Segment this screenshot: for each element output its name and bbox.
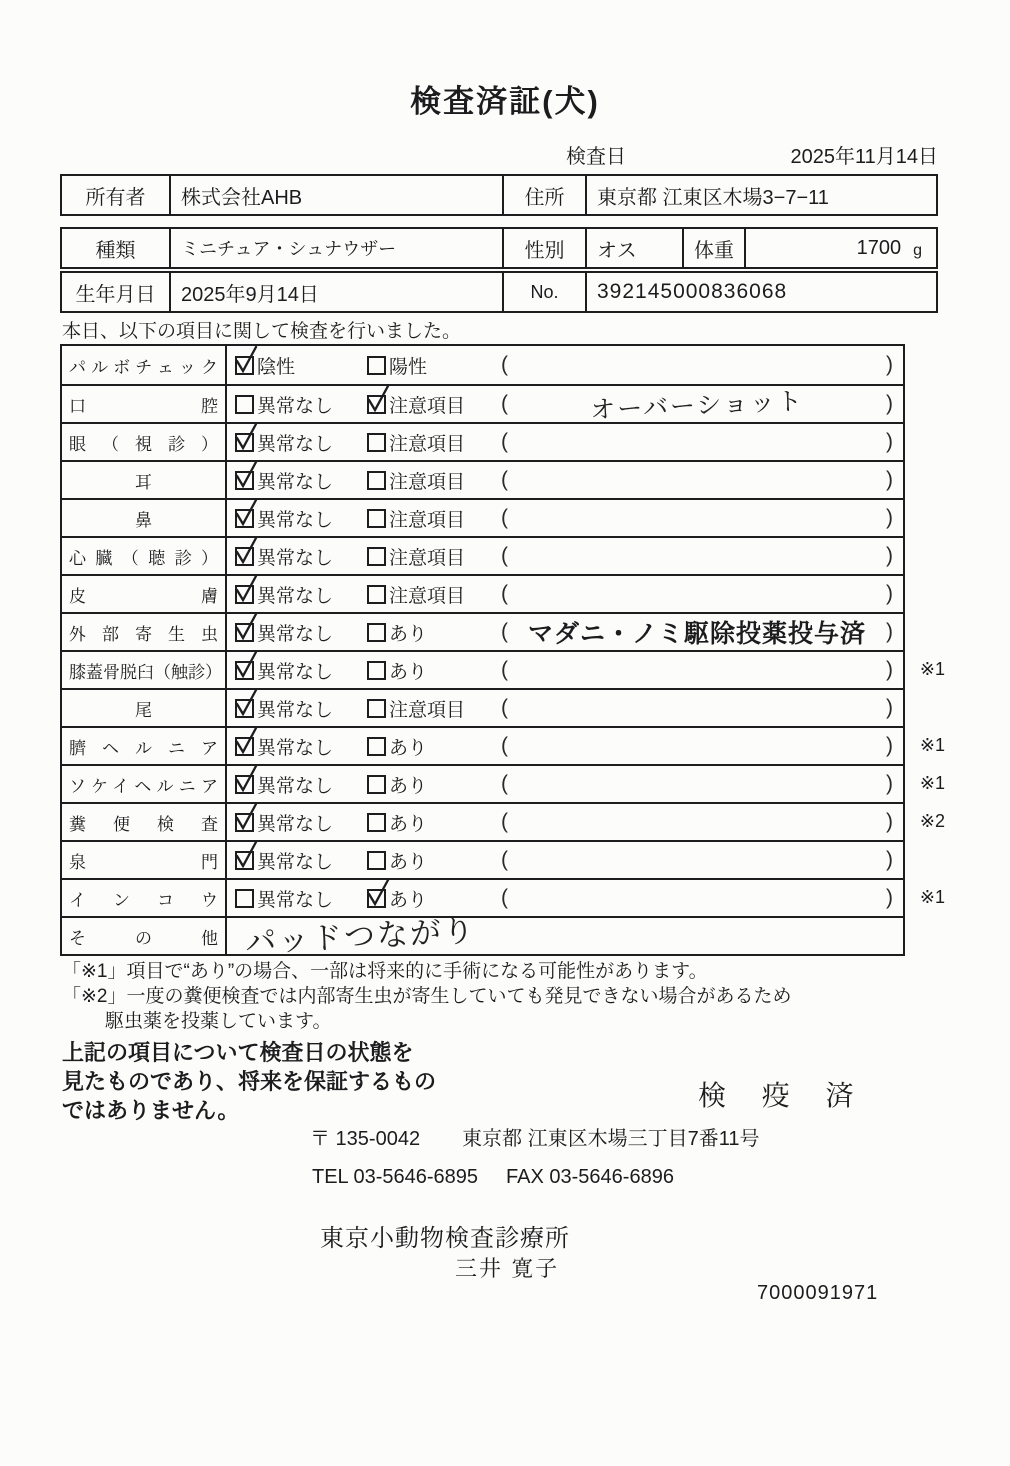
remarks-field	[501, 582, 893, 606]
checkbox	[367, 471, 386, 490]
weight-unit: g	[913, 242, 922, 259]
option-label: 異常なし	[257, 661, 334, 683]
paren-close: )	[886, 392, 893, 415]
check-mark-icon	[234, 612, 258, 642]
option-label: 注意項目	[389, 509, 466, 531]
address-value: 東京都 江東区木場3−7−11	[585, 176, 936, 214]
item-label: 泉門	[69, 852, 218, 872]
paren-close: )	[886, 734, 893, 757]
table-row	[62, 802, 945, 840]
item-label-cell	[62, 386, 227, 422]
disclaimer-line-2: 見たものであり、将来を保証するもの	[62, 1069, 437, 1094]
item-label: 鼻	[135, 510, 152, 530]
checkbox	[235, 813, 254, 832]
paren-close: )	[886, 772, 893, 795]
paren-close: )	[886, 430, 893, 453]
paren-close: )	[886, 886, 893, 909]
checkbox	[235, 851, 254, 870]
footnote-2-cont: 駆虫薬を投薬しています。	[105, 1011, 332, 1032]
remarks-field	[501, 848, 893, 872]
paren-close: )	[886, 620, 893, 643]
table-row	[62, 726, 945, 764]
item-label-cell	[62, 804, 227, 840]
checkbox	[235, 699, 254, 718]
option-label: あり	[389, 851, 428, 873]
owner-table	[60, 174, 938, 216]
footnote-marker: ※1	[919, 773, 945, 793]
option-label: 注意項目	[389, 699, 466, 721]
result-option-2	[367, 771, 501, 798]
remarks-field	[501, 353, 893, 377]
item-content-cell	[227, 500, 903, 536]
table-row	[62, 764, 945, 802]
checkbox	[367, 547, 386, 566]
item-label-cell	[62, 918, 227, 954]
paren-close: )	[886, 810, 893, 833]
item-label-cell	[62, 614, 227, 650]
checkbox	[235, 585, 254, 604]
remarks-field	[501, 772, 893, 796]
footnote-2: 「※2」一度の糞便検査では内部寄生虫が寄生していても発見できない場合があるため	[62, 986, 792, 1007]
checkbox	[367, 585, 386, 604]
item-content-cell	[227, 576, 903, 612]
option-label: 異常なし	[257, 623, 334, 645]
check-mark-icon	[234, 726, 258, 756]
item-content-cell	[227, 652, 903, 688]
item-label-cell	[62, 728, 227, 764]
item-label-cell	[62, 462, 227, 498]
no-value: 392145000836068	[585, 273, 936, 311]
veterinarian-name: 三井 寛子	[455, 1256, 560, 1281]
check-mark-icon	[234, 422, 258, 452]
item-label-cell	[62, 500, 227, 536]
paren-open: (	[501, 886, 508, 909]
item-content-cell	[227, 690, 903, 726]
item-label: 膝蓋骨脱臼（触診）	[69, 662, 222, 682]
item-content-cell	[227, 766, 903, 802]
remarks-field	[501, 696, 893, 720]
clinic-tel: TEL 03-5646-6895	[312, 1166, 479, 1188]
result-option-1	[235, 619, 367, 646]
option-label: 異常なし	[257, 737, 334, 759]
checkbox	[235, 356, 254, 375]
option-label: 異常なし	[257, 509, 334, 531]
remarks-field	[501, 506, 893, 530]
table-row	[62, 612, 903, 650]
item-label: 尾	[135, 700, 152, 720]
check-mark-icon	[234, 802, 258, 832]
checkbox	[235, 547, 254, 566]
clinic-fax: FAX 03-5646-6896	[506, 1166, 674, 1188]
remarks-field	[501, 810, 893, 834]
option-label: 注意項目	[389, 547, 466, 569]
clinic-name: 東京小動物検査診療所	[320, 1225, 570, 1252]
paren-open: (	[501, 353, 508, 376]
item-label: 心臓（聴診）	[69, 548, 218, 568]
item-label: 外部寄生虫	[69, 624, 218, 644]
remarks-field	[501, 614, 893, 650]
footnote-marker: ※1	[919, 887, 945, 907]
clinic-postal-code: 〒 135-0042	[310, 1128, 421, 1150]
result-option-2	[367, 352, 501, 379]
check-mark-icon	[234, 764, 258, 794]
item-label: インコウ	[69, 890, 218, 910]
result-option-2	[367, 733, 501, 760]
paren-open: (	[501, 620, 508, 643]
paren-open: (	[501, 468, 508, 491]
clinic-address-line	[310, 1122, 760, 1151]
checkbox	[367, 737, 386, 756]
birthdate-table	[60, 271, 938, 313]
clinic-address: 東京都 江東区木場三丁目7番11号	[462, 1128, 760, 1150]
checkbox	[235, 433, 254, 452]
checkbox	[235, 737, 254, 756]
item-label-cell	[62, 346, 227, 384]
table-row	[62, 650, 945, 688]
check-mark-icon	[234, 574, 258, 604]
paren-close: )	[886, 696, 893, 719]
paren-close: )	[886, 658, 893, 681]
weight-label: 体重	[682, 229, 744, 267]
remarks-field	[501, 886, 893, 910]
paren-open: (	[501, 544, 508, 567]
result-option-2	[367, 543, 501, 570]
checkbox	[367, 889, 386, 908]
remarks-field	[501, 734, 893, 758]
item-label-cell	[62, 690, 227, 726]
result-option-2	[367, 505, 501, 532]
footnote-1: 「※1」項目で“あり”の場合、一部は将来的に手術になる可能性があります。	[62, 961, 708, 982]
checkbox	[235, 775, 254, 794]
item-content-cell	[227, 880, 903, 916]
check-mark-icon	[234, 650, 258, 680]
table-row	[62, 878, 945, 916]
item-content-cell	[227, 804, 903, 840]
item-content-cell	[227, 842, 903, 878]
result-option-2	[367, 619, 501, 646]
result-option-2	[367, 657, 501, 684]
sex-value: オス	[585, 229, 682, 267]
item-label-cell	[62, 880, 227, 916]
option-label: あり	[389, 623, 428, 645]
item-label-cell	[62, 424, 227, 460]
table-row	[62, 422, 903, 460]
remarks-field	[501, 386, 893, 425]
item-label-cell	[62, 652, 227, 688]
no-label: No.	[502, 273, 585, 311]
birthdate-label: 生年月日	[75, 283, 156, 306]
item-content-cell	[227, 728, 903, 764]
option-label: 注意項目	[389, 471, 466, 493]
checkbox	[235, 471, 254, 490]
paren-open: (	[501, 392, 508, 415]
option-label: 異常なし	[257, 813, 334, 835]
table-row	[62, 536, 903, 574]
check-mark-icon	[234, 345, 258, 375]
item-label: パルボチェック	[69, 357, 218, 377]
breed-value: ミニチュア・シュナウザー	[169, 229, 502, 267]
owner-label: 所有者	[85, 186, 146, 209]
paren-open: (	[501, 734, 508, 757]
option-label: あり	[389, 889, 428, 911]
item-label: 眼（視診）	[69, 434, 218, 454]
option-label: 陽性	[389, 356, 428, 378]
checkbox	[235, 509, 254, 528]
paren-close: )	[886, 506, 893, 529]
item-content-cell	[227, 462, 903, 498]
check-mark-icon	[234, 688, 258, 718]
footnote-marker: ※2	[919, 811, 945, 831]
check-mark-icon	[234, 840, 258, 870]
result-option-1	[235, 391, 367, 418]
result-option-1	[235, 505, 367, 532]
checklist-table	[60, 344, 945, 960]
item-content-cell	[227, 538, 903, 574]
option-label: 異常なし	[257, 585, 334, 607]
option-label: 異常なし	[257, 889, 334, 911]
checkbox	[367, 623, 386, 642]
item-content-cell	[227, 912, 903, 960]
check-mark-icon	[234, 536, 258, 566]
remarks-field	[501, 468, 893, 492]
paren-open: (	[501, 810, 508, 833]
inspection-date-value: 2025年11月14日	[790, 146, 938, 168]
paren-close: )	[886, 848, 893, 871]
option-label: 異常なし	[257, 547, 334, 569]
remarks-field	[501, 658, 893, 682]
paren-close: )	[886, 468, 893, 491]
result-option-2	[367, 847, 501, 874]
result-option-1	[235, 429, 367, 456]
option-label: 異常なし	[257, 395, 334, 417]
clinic-contact-line	[312, 1166, 674, 1189]
remarks-field	[501, 430, 893, 454]
intro-text: 本日、以下の項目に関して検査を行いました。	[62, 321, 462, 342]
remarks-note: オーバーショット	[589, 387, 805, 425]
address-label: 住所	[502, 176, 585, 214]
remarks-field	[501, 544, 893, 568]
paren-open: (	[501, 582, 508, 605]
table-row	[62, 346, 903, 384]
item-label-cell	[62, 766, 227, 802]
result-option-1	[235, 847, 367, 874]
paren-close: )	[886, 582, 893, 605]
checkbox	[367, 813, 386, 832]
serial-number: 7000091971	[757, 1282, 879, 1304]
result-option-1	[235, 885, 367, 912]
option-label: あり	[389, 737, 428, 759]
item-content-cell	[227, 386, 903, 425]
result-option-2	[367, 467, 501, 494]
paren-close: )	[886, 544, 893, 567]
paren-open: (	[501, 658, 508, 681]
result-option-1	[235, 695, 367, 722]
option-label: 陰性	[257, 356, 296, 378]
handwritten-note: パッドつながり	[244, 912, 477, 960]
inspection-date-row	[566, 140, 938, 169]
weight-value: 1700	[856, 236, 902, 259]
weight-cell	[744, 229, 936, 267]
checkbox	[367, 395, 386, 414]
quarantine-stamp: 検 疫 済	[698, 1080, 868, 1111]
inspection-date-label: 検査日	[566, 146, 626, 168]
table-row	[62, 912, 903, 960]
item-content-cell	[227, 346, 903, 384]
check-mark-icon	[234, 460, 258, 490]
disclaimer-line-3: ではありません。	[62, 1098, 240, 1123]
result-option-1	[235, 657, 367, 684]
option-label: 注意項目	[389, 433, 466, 455]
disclaimer-line-1: 上記の項目について検査日の状態を	[62, 1040, 414, 1065]
result-option-2	[367, 581, 501, 608]
table-row	[62, 498, 903, 536]
checkbox	[235, 623, 254, 642]
table-row	[62, 460, 903, 498]
paren-open: (	[501, 848, 508, 871]
item-label: 耳	[135, 472, 152, 492]
check-mark-icon	[366, 878, 390, 908]
table-row	[62, 688, 903, 726]
page-title: 検査済証(犬)	[410, 84, 600, 119]
option-label: あり	[389, 813, 428, 835]
result-option-1	[235, 809, 367, 836]
option-label: 異常なし	[257, 699, 334, 721]
option-label: 異常なし	[257, 471, 334, 493]
breed-table	[60, 227, 938, 269]
paren-open: (	[501, 696, 508, 719]
checkbox	[367, 851, 386, 870]
check-mark-icon	[366, 384, 390, 414]
option-label: あり	[389, 661, 428, 683]
item-content-cell	[227, 424, 903, 460]
checkbox	[367, 661, 386, 680]
option-label: 異常なし	[257, 433, 334, 455]
birthdate-value: 2025年9月14日	[169, 273, 502, 311]
result-option-1	[235, 581, 367, 608]
table-row	[62, 384, 903, 425]
result-option-1	[235, 352, 367, 379]
item-label: 口腔	[69, 396, 218, 416]
result-option-2	[367, 695, 501, 722]
check-mark-icon	[234, 498, 258, 528]
result-option-1	[235, 733, 367, 760]
item-label-cell	[62, 538, 227, 574]
checkbox	[235, 889, 254, 908]
item-label: 臍ヘルニア	[69, 738, 218, 758]
sex-label: 性別	[502, 229, 585, 267]
result-option-1	[235, 467, 367, 494]
option-label: 注意項目	[389, 395, 466, 417]
result-option-1	[235, 543, 367, 570]
checkbox	[367, 433, 386, 452]
footnote-marker: ※1	[919, 659, 945, 679]
item-label-cell	[62, 842, 227, 878]
paren-open: (	[501, 506, 508, 529]
checkbox	[235, 395, 254, 414]
paren-open: (	[501, 430, 508, 453]
checkbox	[367, 775, 386, 794]
remarks-note: マダニ・ノミ駆除投薬投与済	[527, 620, 866, 648]
result-option-2	[367, 429, 501, 456]
paren-open: (	[501, 772, 508, 795]
result-option-1	[235, 771, 367, 798]
result-option-2	[367, 391, 501, 418]
item-label: 糞便検査	[69, 814, 218, 834]
item-label: 皮膚	[69, 586, 218, 606]
item-label: ソケイヘルニア	[69, 776, 218, 796]
paren-close: )	[886, 353, 893, 376]
disclaimer-text	[62, 1038, 436, 1125]
item-label: その他	[69, 928, 218, 948]
item-label-cell	[62, 576, 227, 612]
checkbox	[367, 509, 386, 528]
table-row	[62, 840, 903, 878]
option-label: 異常なし	[257, 851, 334, 873]
checkbox	[367, 356, 386, 375]
option-label: あり	[389, 775, 428, 797]
table-row	[62, 574, 903, 612]
option-label: 異常なし	[257, 775, 334, 797]
checkbox	[367, 699, 386, 718]
breed-label: 種類	[95, 239, 136, 262]
footnote-marker: ※1	[919, 735, 945, 755]
owner-value: 株式会社AHB	[169, 176, 502, 214]
option-label: 注意項目	[389, 585, 466, 607]
item-content-cell	[227, 614, 903, 650]
result-option-2	[367, 809, 501, 836]
checkbox	[235, 661, 254, 680]
